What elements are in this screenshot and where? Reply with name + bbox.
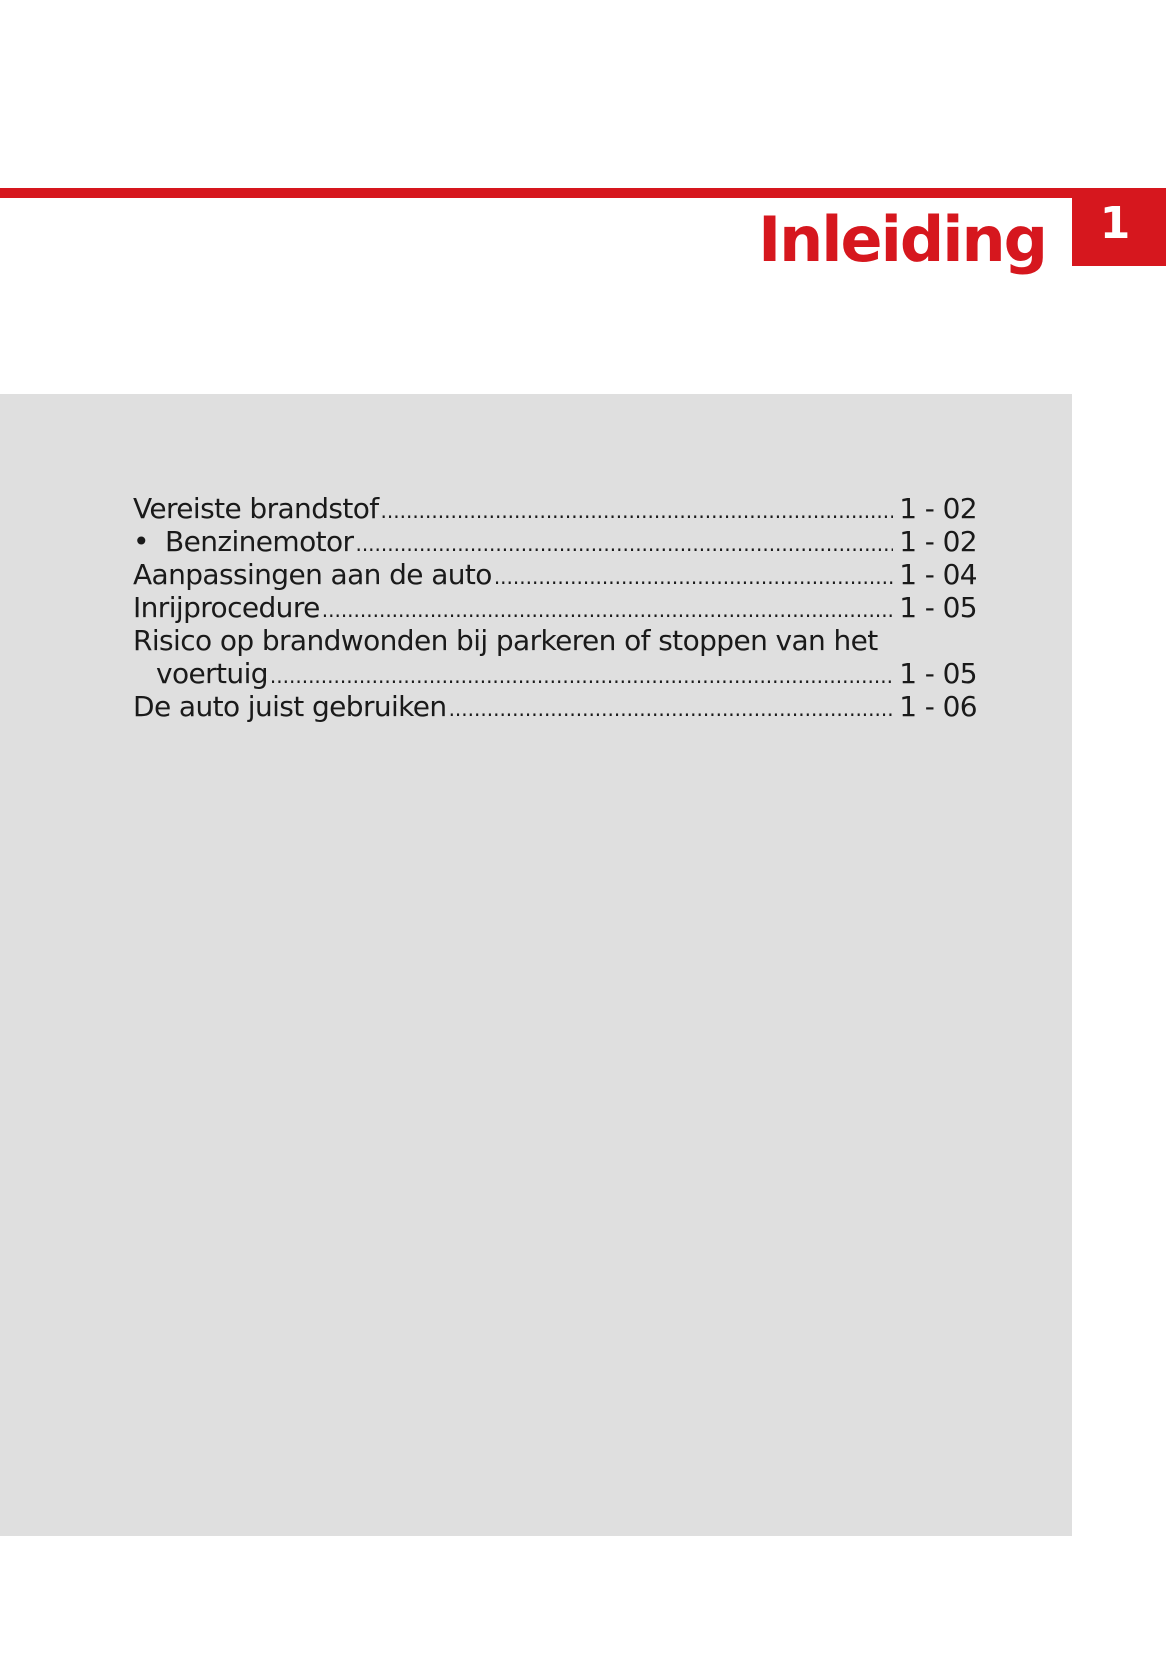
toc-entry[interactable] [133,591,977,624]
toc-entry-label: Risico op brandwonden bij parkeren of stoppen van het [133,624,878,657]
toc-entry-page: 1 - 02 [899,492,977,525]
toc-entry-label: Benzinemotor [165,525,354,558]
table-of-contents [133,492,977,723]
toc-entry-label: Aanpassingen aan de auto [133,558,492,591]
toc-leader-dots [494,561,893,594]
toc-entry-label: De auto juist gebruiken [133,690,447,723]
toc-entry[interactable] [133,558,977,591]
toc-leader-dots [270,660,893,693]
toc-panel [0,394,1072,1536]
toc-entry[interactable] [133,492,977,525]
toc-entry-page: 1 - 02 [899,525,977,558]
toc-entry-first-line[interactable] [133,624,977,657]
toc-leader-dots [322,594,893,627]
toc-entry-page: 1 - 06 [899,690,977,723]
toc-entry-label: Vereiste brandstof [133,492,379,525]
toc-entry-label: voertuig [156,657,268,690]
chapter-number: 1 [1099,198,1131,249]
toc-entry-continuation[interactable] [133,657,977,690]
toc-entry[interactable] [133,690,977,723]
toc-leader-dots [381,495,893,528]
toc-leader-dots [355,528,893,561]
toc-entry-page: 1 - 04 [899,558,977,591]
toc-entry-page: 1 - 05 [899,591,977,624]
chapter-header-rule [0,188,1166,198]
chapter-title: Inleiding [758,203,1046,276]
toc-subentry[interactable] [133,525,977,558]
chapter-tab [1072,194,1166,266]
toc-entry-label: Inrijprocedure [133,591,320,624]
toc-entry-page: 1 - 05 [899,657,977,690]
bullet-icon: • [133,525,149,558]
toc-leader-dots [449,693,893,726]
